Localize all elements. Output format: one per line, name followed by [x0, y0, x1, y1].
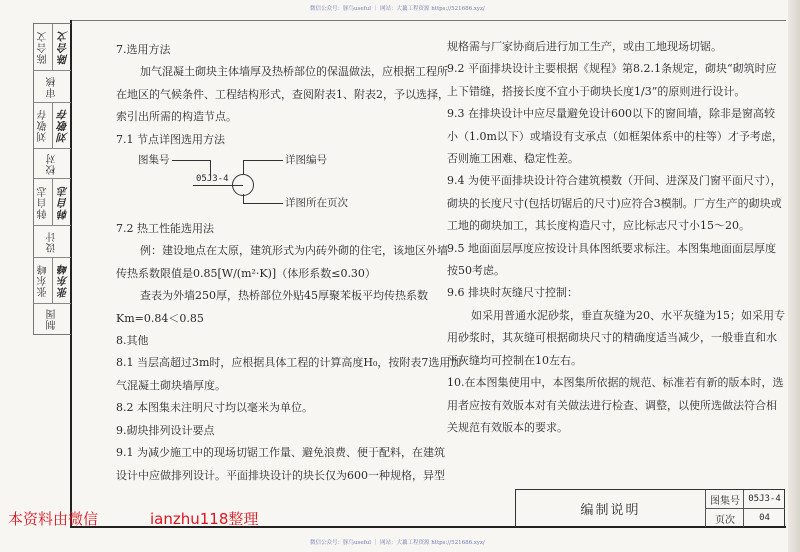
reviewer-name: 陈合文: [37, 30, 49, 64]
page-label: 页次: [705, 509, 744, 527]
checker-role: 校对: [47, 152, 58, 175]
section-heading: 7.1 节点详图选用方法: [116, 132, 225, 146]
checker-name: 刘敬存: [37, 109, 49, 142]
index-circle-icon: [232, 174, 254, 196]
paragraph-line: 用砂浆时，其灰缝可根据砌块尺寸的精确度适当减少，一般垂直和水: [447, 331, 777, 345]
diagram-atlas-code: 05J3-4: [196, 174, 229, 185]
left-text-column: [116, 39, 461, 487]
section-heading: 8.其他: [116, 334, 149, 348]
paragraph-line: 例：建设地点在太原，建筑形式为内砖外砌的住宅，该地区外墙: [140, 244, 448, 258]
paragraph-line: 查表为外墙250厚，热桥部位外贴45厚聚苯板平均传热系数: [140, 289, 428, 303]
signoff-reviewer-role-row: [34, 71, 71, 103]
drafter-name: 张东峰: [37, 264, 49, 297]
paragraph-line: 8.1 当层高超过3m时，应根据具体工程的计算高度H₀，按附表7选用加: [116, 356, 462, 370]
page-value: 04: [743, 509, 785, 527]
bottom-watermark: 微信公众号：豚鸟useful ｜ 网站：大藕工程资源 https://521686.xyz/: [310, 540, 485, 546]
section-heading: 7.选用方法: [116, 43, 171, 56]
section-heading: 9.砌块排列设计要点: [116, 423, 215, 437]
atlas-value: 05J3-4: [743, 490, 785, 509]
paragraph-line: 按50考虑。: [447, 264, 505, 278]
signoff-drafter-name-row: [34, 258, 71, 304]
leader-line: [243, 160, 244, 175]
paragraph-line: 砌块的长度尺寸(包括切锯后的尺寸)应符合3模制。厂方生产的砌块或: [447, 196, 782, 210]
paragraph-line: 设计中应做排列设计。平面排块设计的块长仅为600一种规格，异型: [116, 468, 445, 482]
frame-top-border: [71, 20, 786, 21]
paragraph-line: 9.4 为使平面排块设计符合建筑模数（开间、进深及门窗平面尺寸），: [447, 174, 782, 188]
overlay-note-right: ianzhu118整理: [150, 510, 259, 528]
overlay-note-left: 本资料由微信: [8, 510, 99, 528]
paragraph-line: 加气混凝土砌块主体墙厚及热桥部位的保温做法，应根据工程所: [140, 65, 448, 79]
paragraph-line: 如采用普通水泥砂浆，垂直灰缝为20、水平灰缝为15；如采用专: [471, 308, 785, 322]
signoff-sidebar: [33, 23, 71, 335]
top-watermark: 微信公众号：豚鸟useful ｜ 网站：大藕工程资源 https://521686.xyz/: [310, 6, 485, 12]
paragraph-line: 用者应按有效版本对有关做法进行检查、调整，以使所选做法符合相: [447, 398, 777, 412]
checker-signature: 刘敬存: [56, 108, 69, 143]
paper-edge: [788, 0, 800, 552]
right-text-column: [447, 36, 785, 439]
title-block: [515, 489, 785, 527]
signoff-checker-role-row: [34, 149, 71, 179]
signoff-checker-name-row: [34, 103, 71, 149]
designer-role: 设计: [47, 230, 58, 253]
paragraph-line: 8.2 本图集未注明尺寸均以毫米为单位。: [116, 401, 313, 415]
paragraph-line: 9.1 为减少施工中的现场切锯工作量、避免浪费、便于配料，在建筑: [116, 446, 445, 460]
designer-name: 韩自志: [37, 185, 49, 219]
detail-index-diagram: [116, 151, 416, 218]
signoff-reviewer-name-row: [34, 24, 71, 71]
paragraph-line: 规格需与厂家协商后进行加工生产，或由工地现场切锯。: [447, 40, 722, 53]
leader-line: [243, 194, 244, 203]
paragraph-line: Km=0.84＜0.85: [116, 311, 204, 325]
reviewer-role: 审核: [47, 75, 58, 98]
paragraph-line: 9.2 平面排块设计主要根据《规程》第8.2.1条规定，砌块“砌筑时应: [447, 62, 777, 76]
section-heading: 7.2 热工性能选用法: [116, 222, 214, 236]
drafter-signature: 张东峰: [56, 263, 69, 298]
paragraph-line: 索引出所需的构造节点。: [116, 110, 237, 124]
drafter-role: 制图: [47, 308, 58, 330]
paragraph-line: 气混凝土砌块墙厚度。: [116, 378, 226, 392]
paragraph-line: 平灰缝均可控制在10左右。: [447, 353, 582, 367]
signoff-designer-role-row: [34, 226, 71, 258]
paragraph-line: 在地区的气候条件、工程结构形式，查阅附表1、附表2，予以选择，: [116, 87, 449, 101]
leader-line: [243, 160, 283, 161]
paragraph-line: 9.6 排块时灰缝尺寸控制：: [447, 286, 578, 300]
paragraph-line: 工地的砌块加工，其长度构造尺寸，应比标志尺寸小15～20。: [447, 219, 750, 233]
paragraph-line: 传热系数限值是0.85[W/(m²·K)]（体形系数≤0.30）: [116, 266, 376, 280]
leader-line: [172, 160, 210, 161]
paragraph-line: 上下错缝，搭接长度不宜小于砌块长度1/3”的原则进行设计。: [447, 84, 746, 98]
paragraph-line: 关规范有效版本的要求。: [447, 420, 568, 434]
leader-line: [243, 203, 283, 204]
diagram-atlas-label: 图集号: [138, 154, 170, 167]
diagram-detail-page-label: 详图所在页次: [285, 197, 348, 210]
paragraph-line: 否则施工困难、稳定性差。: [447, 152, 579, 166]
paragraph-line: 10.在本图集使用中，本图集所依据的规范、标准若有新的版本时，选: [447, 376, 784, 390]
paragraph-line: 9.5 地面面层厚度应按设计具体图纸要求标注。本图集地面面层厚度: [447, 241, 776, 255]
signoff-designer-name-row: [34, 179, 71, 226]
paragraph-line: 小（1.0m以下）或墙设有支承点（如框架体系中的柱等）才予考虑，: [447, 129, 783, 143]
paragraph-line: 9.3 在排块设计中应尽量避免设计600以下的窗间墙，除非是窗高较: [447, 107, 775, 121]
sheet-title: 编制说明: [580, 503, 641, 518]
atlas-label: 图集号: [705, 490, 744, 509]
reviewer-signature: 陈合文: [56, 29, 69, 65]
diagram-detail-no-label: 详图编号: [285, 154, 327, 167]
designer-signature: 韩自志: [56, 184, 69, 220]
signoff-drafter-role-row: [34, 304, 71, 334]
